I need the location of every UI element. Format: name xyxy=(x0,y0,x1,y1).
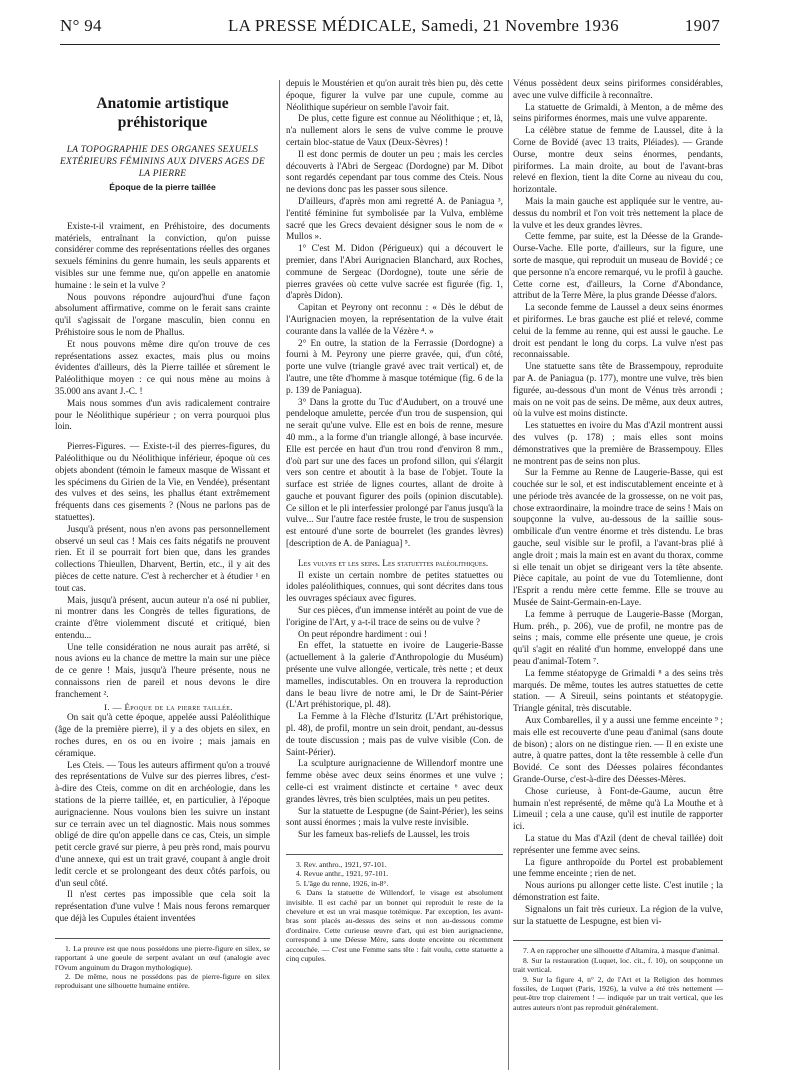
paragraph: 2° En outre, la station de la Ferrassie (Dordogne) a fourni à M. Peyrony une pierre gravée, qui, d'un côté, porte une vulve (triangle gravé avec trait vertical) et, de l'autre, une tête d'homme à masque totémique (fig. 6 de la p. 139 de Paniagua). xyxy=(286,338,503,396)
footnote: 8. Sur la restauration (Luquet, loc. cit., f. 10), on soupçonne un trait vertical. xyxy=(513,955,723,975)
paragraph: On peut répondre hardiment : oui ! xyxy=(298,629,427,640)
section-title: Les vulves et les seins. Les statuettes paléolithiques. xyxy=(298,558,489,569)
column-1 xyxy=(55,82,270,991)
footnote: 5. L'âge du renne, 1926, in-8°. xyxy=(296,878,389,888)
paragraph: Sur la Femme au Renne de Laugerie-Basse, qui est couchée sur le sol, et est indiscutablement enceinte et à une période très avancée de la grossesse, on ne voit pas, chose extraordinaire, la moindre trace de seins ! Mais on soupçonne la vulve, au-dessous de la saillie sous-ombilicale d'un ventre énorme et très distendu. Le bras gauche, seul visible sur le profil, a l'avant-bras plié à angle droit ; mais la main est en avant du thorax, comme si elle tenait un objet se dirigeant vers la tête absente. Pièce capitale, au point de vue du Totemlienne, dont l'Esprit a rendu mère cette femme. Elle se trouve au Musée de Saint-Germain-en-Laye. xyxy=(513,468,723,609)
section-title: I. — Époque de la pierre taillée. xyxy=(104,701,233,712)
paragraph: Une statuette sans tête de Brassempouy, reproduite par A. de Paniagua (p. 177), montre une vulve, très bien figurée, au-dessous d'un mont de Vénus très arrondi ; mais on ne voit pas de seins. De même, aux deux autres, où la vulve est moins distincte. xyxy=(513,362,723,420)
footnotes xyxy=(286,860,503,963)
paragraph: Sur les fameux bas-reliefs de Laussel, les trois xyxy=(298,830,470,841)
paragraph: Sur ces pièces, d'un immense intérêt au point de vue de l'origine de l'Art, y a-t-il trace de seins ou de vulve ? xyxy=(286,606,503,628)
column-divider xyxy=(508,80,509,1070)
paragraph: La seconde femme de Laussel a deux seins énormes et piriformes. Le bras gauche est plié et relevé, comme celui de la femme au renne, qui est aussi le gauche. Le droit est pendant le long du corps. La vulve n'est pas reconnaissable. xyxy=(513,303,723,361)
column-2 xyxy=(286,79,503,963)
paragraph: De plus, cette figure est connue au Néolithique ; et, là, n'a nullement alors le sens de vulve comme le prouve certain bloc-statue de Vaux (Deux-Sèvres) ! xyxy=(286,114,503,148)
paragraph: Nous pouvons répondre aujourd'hui d'une façon absolument affirmative, comme on le ferait sans crainte qu'il s'agissait de l'organe masculin, bien connu en Préhistoire sous le nom de Phallus. xyxy=(55,292,270,338)
footnote: 6. Dans la statuette de Willendorf, le visage est absolument invisible. Il est caché par un bonnet qui reproduit le reste de la chevelure et est un vrai masque totémique. Par exception, les avant-bras sont placés au-dessus des seins et non au-dessous comme d'ordinaire. Cette curieuse œuvre d'art, qui est bien aurignacienne, correspond à une Déesse Mère, sans doute enceinte ou récemment accouchée. — C'est une Femme sans tête : fait voulu, cette statuette a cinq cupules. xyxy=(286,888,503,964)
column-3 xyxy=(513,79,723,1012)
page-header xyxy=(60,16,720,42)
paragraph: Il existe un certain nombre de petites statuettes ou idoles paléolithiques, connues, qui sont décrites dans tous les ouvrages spéciaux avec figures. xyxy=(286,570,503,605)
paragraph: Une telle considération ne nous aurait pas arrêté, si nous avions eu la chance de mettre la main sur une pièce de ce genre ! Mais, jusqu'à l'heure présente, nous ne connaissons rien de pareil et nous devons le dire franchement ². xyxy=(55,642,270,700)
footnotes xyxy=(513,946,723,1012)
paragraph: Il n'est certes pas impossible que cela soit la représentation d'une vulve ! Mais nous ferons remarquer que déjà les Cupules étaient inventées xyxy=(55,890,270,925)
paragraph: La figure anthropoïde du Portel est probablement une femme enceinte ; rien de net. xyxy=(513,857,723,880)
footnote: 2. De même, nous ne possédons pas de pierre-figure en silex reproduisant une silhouette humaine entière. xyxy=(55,972,270,991)
paragraph: En effet, la statuette en ivoire de Laugerie-Basse (actuellement à la galerie d'Anthropologie du Muséum) présente une vulve allongée, verticale, très nette ; et deux mamelles, indiscutables. On en trouvera la reproduction dans le beau livre de notre ami, le Dr de Saint-Périer (L'Art préhistorique, pl. 48). xyxy=(286,641,503,711)
page-number: 1907 xyxy=(684,16,720,35)
paragraph: Mais, jusqu'à présent, aucun auteur n'a osé ni publier, ni montrer dans les Congrès de telles figurations, de crainte d'être violemment discuté et critiqué, bien entendu... xyxy=(55,595,270,641)
paragraph: La sculpture aurignacienne de Willendorf montre une femme obèse avec deux seins énormes et une vulve ; celle-ci est vraiment distincte et certaine ⁶ avec deux grandes lèvres, très bien sculptées, mais un peu petites. xyxy=(286,759,503,805)
paragraph: La statue du Mas d'Azil (dent de cheval taillée) doit représenter une femme avec seins. xyxy=(513,834,723,856)
article-title: Anatomie artistique préhistorique xyxy=(96,95,229,131)
footnote: 1. La preuve est que nous possédons une pierre-figure en silex, se rapportant à une gueule de serpent avalant un œuf (analogie avec l'Ovum anguinum du Dragon mythologique). xyxy=(55,943,270,972)
footnote: 4. Revue anthr., 1921, 97-101. xyxy=(296,869,389,879)
column-divider xyxy=(279,80,280,1070)
paragraph: Nous aurions pu allonger cette liste. C'est inutile ; la démonstration est faite. xyxy=(513,881,723,903)
paragraph: Chose curieuse, à Font-de-Gaume, aucun être humain n'est représenté, de même qu'à La Mouthe et à Limeuil ; cela a une cause, qu'il est inutile de rapporter ici. xyxy=(513,786,723,833)
journal-title: LA PRESSE MÉDICALE, Samedi, 21 Novembre 1936 xyxy=(228,16,619,35)
paragraph: Mais la main gauche est appliquée sur le ventre, au-dessus du nombril et l'on voit très nettement la place de la vulve et les deux grandes lèvres. xyxy=(513,196,723,231)
paragraph: La Femme à la Flèche d'Isturitz (L'Art préhistorique, pl. 48), de profil, montre un sein droit, pendant, au-dessus de toute discussion ; mais pas de vulve visible (Con. de Saint-Périer). xyxy=(286,712,503,758)
paragraph: La célèbre statue de femme de Laussel, dite à la Corne de Bovidé (avec 13 traits, Pléiades). — Grande Ourse, montre deux seins énormes, pendants, piriformes. La main droite, au bout de l'avant-bras relevé en flexion, tient la dite Corne au niveau du cou, horizontale. xyxy=(513,126,723,196)
paragraph: Pierres-Figures. — Existe-t-il des pierres-figures, du Paléolithique ou du Néolithique inférieur, époque où ces objets abondent (témoin le fameux masque de Wissant et les spécimens du Girien de la Vie, en Vendée), présentant des vulves et des seins, les phallus étant extrêmement fréquents dans ces gisements ? (Nous ne parlons pas de statuettes). xyxy=(55,442,270,523)
footnote: 3. Rev. anthro., 1921, 97-101. xyxy=(296,860,387,869)
paragraph: Aux Combarelles, il y a aussi une femme enceinte ⁹ ; mais elle est recouverte d'une peau d'animal (sans doute de bison) ; alors on ne distingue rien. — Il en existe une autre, à quatre pattes, dont la tête ressemble à celle d'un Bovidé. Ce sont des Déesses polaires fécondantes Grande-Ourse, c'est-à-dire des Déesses-Mères. xyxy=(513,716,723,786)
paragraph: La statuette de Grimaldi, à Menton, a de même des seins piriformes énormes, mais une vulve apparente. xyxy=(513,102,723,125)
paragraph: Capitan et Peyrony ont reconnu : « Dès le début de l'Aurignacien moyen, la représentation de la vulve était courante dans la vallée de la Vézère ⁴. » xyxy=(286,303,503,337)
paragraph: 3° Dans la grotte du Tuc d'Audubert, on a trouvé une pendeloque amulette, percée d'un trou de suspension, qui ne serait qu'une vulve. Elle est en bois de renne, mesure 40 mm., a la forme d'un triangle allongé, à base incurvée. Elle est percée en haut d'un trou rond d'environ 8 mm., d'où part sur une des faces un profond sillon, qui s'élargit vers son centre et aboutit à la base de l'objet. Toute la surface est striée de lignes courtes, allant de droite à gauche et pouvant figurer des poils (opinion discutable). Ce sillon et le pli interfessier prolongé par l'anus jusqu'à la vulve... Sur l'autre face restée fruste, le trou de suspension est entouré d'une sorte de bourrelet (les grandes lèvres) [description de A. de Paniagua] ⁵. xyxy=(286,397,503,550)
footnote: 7. A en rapprocher une silhouette d'Altamira, à masque d'animal. xyxy=(523,946,720,956)
paragraph: Cette femme, par suite, est la Déesse de la Grande-Ourse-Vache. Elle porte, d'ailleurs, sur la figure, une sorte de masque, qui reproduit un museau de Bovidé ; ce que personne n'a encore remarqué, vu le profil à gauche. Cette corne est, d'ailleurs, la Corne d'Abondance, attribut de la Terre Mère, la plus grande Déesse d'alors. xyxy=(513,232,723,302)
paragraph: Signalons un fait très curieux. La région de la vulve, sur la statuette de Lespugne, est bien vi- xyxy=(513,904,723,927)
footnote: 9. Sur la figure 4, n° 2, de l'Art et la Religion des hommes fossiles, de Luquet (Paris, 1926), la vulve a été très nettement — peut-être trop clairement ! — indiquée par un trait vertical, que les autres auteurs n'ont pas reproduit généralement. xyxy=(513,974,723,1012)
paragraph: Existe-t-il vraiment, en Préhistoire, des documents matériels, entraînant la conviction, qu'on puisse considérer comme des représentations réelles des organes sexuels féminins du genre humain, les seuls apparents et visibles sur une femme nue, qu'on appelle en anatomie humaine : le sein et la vulve ? xyxy=(55,221,270,291)
paragraph: Il est donc permis de douter un peu ; mais les cercles découverts à l'Abri de Sergeac (Dordogne) par M. Dibot sont regardés cependant par tous comme des Cteis. Nous ne devions donc pas les passer sous silence. xyxy=(286,149,503,196)
issue-number: N° 94 xyxy=(60,16,102,35)
article-subtitle: LA TOPOGRAPHIE DES ORGANES SEXUELS EXTÉRIEURS FÉMININS AUX DIVERS AGES DE LA PIERRE xyxy=(59,145,266,179)
footnotes xyxy=(55,944,270,991)
paragraph: Et nous pouvons même dire qu'on trouve de ces représentations assez exactes, mais plus ou moins évidentes d'ailleurs, dès la Pierre taillée et sûrement le Paléolithique moyen : ce qui nous mène au moins à 35.000 ans avant J.-C. ! xyxy=(55,339,270,397)
paragraph: Vénus possèdent deux seins piriformes considérables, avec une vulve difficile à reconnaître. xyxy=(513,79,723,101)
paragraph: D'ailleurs, d'après mon ami regretté A. de Paniagua ³, l'entité féminine fut symbolisée par la Vulva, emblème sacré que les Grecs devaient désigner sous le nom de « Mullos ». xyxy=(286,196,503,243)
header-rule xyxy=(60,44,720,45)
paragraph: Mais nous sommes d'un avis radicalement contraire pour le Néolithique supérieur ; on verra pourquoi plus loin. xyxy=(55,398,270,433)
paragraph: Sur la statuette de Lespugne (de Saint-Périer), les seins sont aussi énormes ; mais la vulve reste invisible. xyxy=(286,806,503,829)
footnote-rule xyxy=(513,940,723,941)
paragraph: La femme à perruque de Laugerie-Basse (Morgan, Hum. préh., p. 206), vue de profil, ne montre pas de seins ; mais, comme elle présente une queue, je crois qu'il s'agit en réalité d'un homme, enveloppé dans une peau d'animal-Totem ⁷. xyxy=(513,609,723,668)
paragraph: Les statuettes en ivoire du Mas d'Azil montrent aussi des vulves (p. 178) ; mais elles sont moins démonstratives que la première de Brassempouy. Elles ne montrent pas de seins non plus. xyxy=(513,421,723,467)
paragraph: depuis le Moustérien et qu'on aurait très bien pu, dès cette époque, figurer la vulve par une cupule, comme au Néolithique supérieur on semble l'avoir fait. xyxy=(286,79,503,113)
paragraph: Les Cteis. — Tous les auteurs affirment qu'on a trouvé des représentations de Vulve sur des pierres libres, c'est-à-dire des Cteis, comme on dit en archéologie, dans les stations de la pierre taillée, et, en particulier, à l'époque aurignacienne. Nous voulons bien les suivre un instant sur ce terrain avec un tel diagnostic. Mais nous sommes obligé de dire qu'on appelle dans ce cas, Cteis, un simple petit cercle gravé sur pierre, à peu près rond, mais pourvu d'une annexe, qui est un trait gravé, coupant à angle droit ledit cercle et se prolongeant des deux côtés parfois, ou d'un seul côté. xyxy=(55,760,270,889)
paragraph: 1° C'est M. Didon (Périgueux) qui a découvert le premier, dans l'Abri Aurignacien Blanchard, aux Roches, commune de Sergeac (Dordogne), toute une série de pierres gravées où cette vulve sacrée est figurée (fig. 1, d'après Didon). xyxy=(286,244,503,302)
footnote-rule xyxy=(286,854,503,855)
footnote-rule xyxy=(55,938,270,939)
epoque-label: Époque de la pierre taillée xyxy=(109,182,216,192)
paragraph: Jusqu'à présent, nous n'en avons pas personnellement observé un seul cas ! Mais ces faits négatifs ne prouvent rien. Et il se pourrait fort bien que, dans les grandes collections Thieullen, Dharvent, Bertin, etc., il y ait des pièces de cette nature. C'est à rechercher et à étudier ¹ en tout cas. xyxy=(55,524,270,594)
paragraph: On sait qu'à cette époque, appelée aussi Paléolithique (âge de la première pierre), il y a des objets en silex, en roches dures, en os ou en ivoire ; mais jamais en céramique. xyxy=(55,713,270,759)
paragraph: La femme stéatopyge de Grimaldi ⁸ a des seins très marqués. De même, toutes les autres statuettes de cette station. — A Sireuil, seins pointants et stéatopygie. Triangle génital, très discutable. xyxy=(513,668,723,715)
